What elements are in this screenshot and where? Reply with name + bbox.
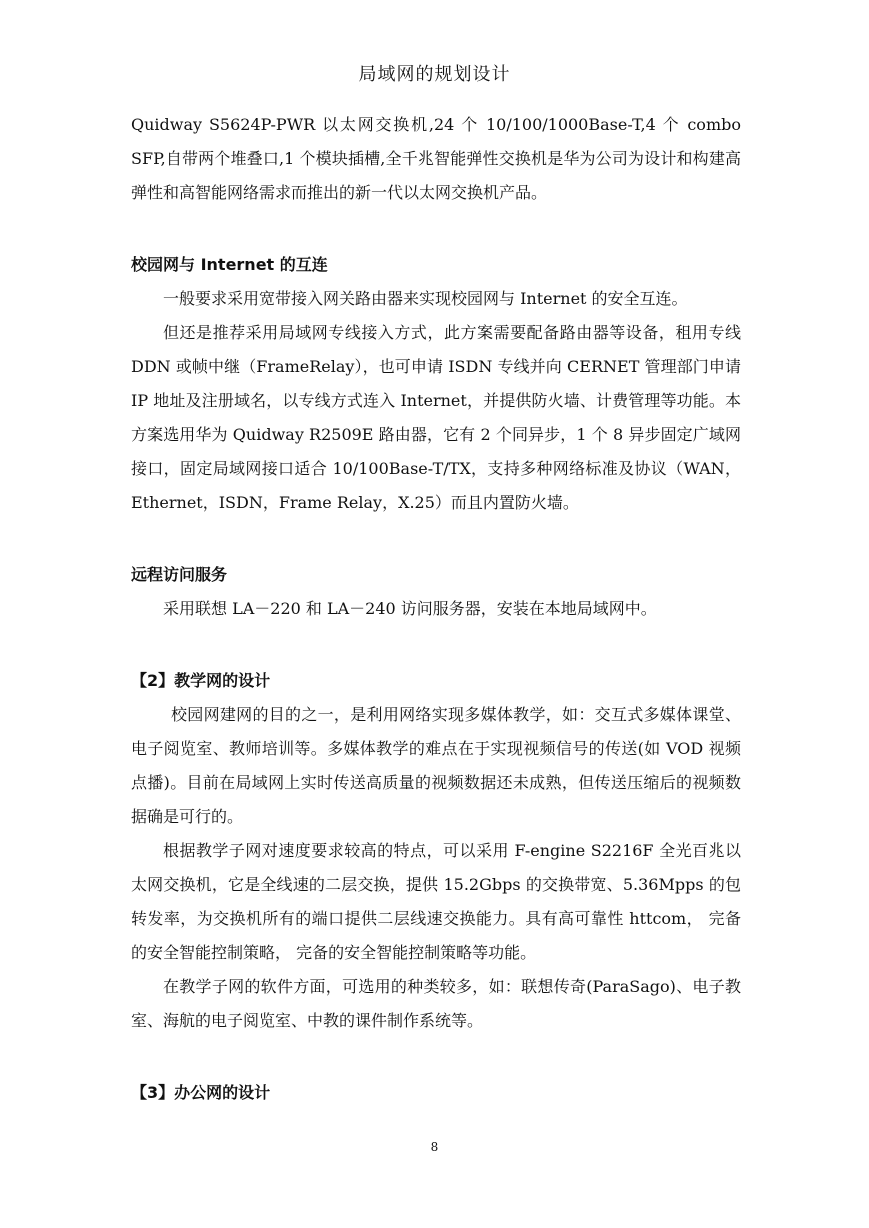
- internet-paragraph-1: 一般要求采用宽带接入网关路由器来实现校园网与 Internet 的安全互连。: [163, 289, 688, 308]
- page-number: 8: [430, 1140, 439, 1154]
- remote-paragraph-1: 采用联想 LA－220 和 LA－240 访问服务器，安装在本地局域网中。: [163, 599, 657, 618]
- document-body: [131, 108, 741, 1110]
- teaching-paragraph-1: 校园网建网的目的之一，是利用网络实现多媒体教学，如：交互式多媒体课堂、电子阅览室、教师培训等。多媒体教学的难点在于实现视频信号的传送(如 VOD 视频点播)。目前在局域网上实时传送高质量的视频数据还未成熟，但传送压缩后的视频数据确是可行的。: [131, 705, 741, 826]
- heading-remote-access: 远程访问服务: [131, 565, 228, 584]
- teaching-paragraph-3: 在教学子网的软件方面，可选用的种类较多，如：联想传奇(ParaSago)、电子教室、海航的电子阅览室、中教的课件制作系统等。: [131, 977, 741, 1030]
- internet-paragraph-2: 但还是推荐采用局域网专线接入方式，此方案需要配备路由器等设备，租用专线 DDN 或帧中继（FrameRelay），也可申请 ISDN 专线并向 CERNET 管理部门申请 IP 地址及注册域名，以专线方式连入 Internet，并提供防火墙、计费管理等功能。本方案选用华为 Quidway R2509E 路由器，它有 2 个同异步，1 个 8 异步固定广域网接口，固定局域网接口适合 10/100Base-T/TX，支持多种网络标准及协议（WAN，Ethernet，ISDN，Frame Relay，X.25）而且内置防火墙。: [131, 323, 741, 512]
- teaching-paragraph-2: 根据教学子网对速度要求较高的特点，可以采用 F-engine S2216F 全光百兆以太网交换机，它是全线速的二层交换，提供 15.2Gbps 的交换带宽、5.36Mpps 的包转发率，为交换机所有的端口提供二层线速交换能力。具有高可靠性 httcom， 完备的安全智能控制策略， 完备的安全智能控制策略等功能。: [131, 841, 741, 962]
- heading-internet-interconnect: 校园网与 Internet 的互连: [131, 255, 328, 274]
- page-header-title: 局域网的规划设计: [358, 64, 511, 85]
- heading-office-network: 【3】办公网的设计: [131, 1083, 271, 1102]
- heading-teaching-network: 【2】教学网的设计: [131, 671, 271, 690]
- intro-paragraph: Quidway S5624P-PWR 以太网交换机,24 个 10/100/1000Base-T,4 个 combo SFP,自带两个堆叠口,1 个模块插槽,全千兆智能弹性交换机是华为公司为设计和构建高弹性和高智能网络需求而推出的新一代以太网交换机产品。: [131, 115, 741, 202]
